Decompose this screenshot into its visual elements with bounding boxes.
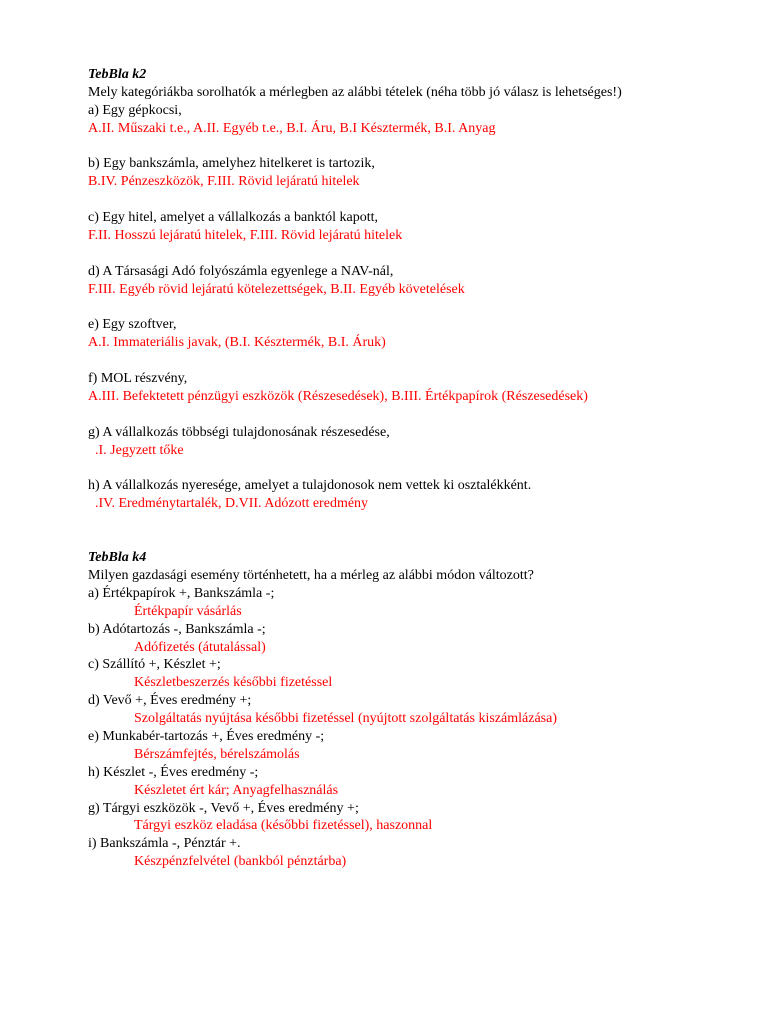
answer-k4-a: Értékpapír vásárlás: [134, 603, 242, 619]
answer-k4-g: Tárgyi eszköz eladása (későbbi fizetéssel), haszonnal: [134, 818, 433, 834]
section-intro-k2: Mely kategóriákba sorolhatók a mérlegben az alábbi tételek (néha több jó válasz is lehetséges!): [88, 84, 622, 100]
answer-k4-d: Szolgáltatás nyújtása későbbi fizetéssel (nyújtott szolgáltatás kiszámlázása): [134, 711, 557, 727]
answer-k4-b: Adófizetés (átutalással): [134, 639, 266, 655]
question-k2-c: c) Egy hitel, amelyet a vállalkozás a banktól kapott,: [88, 210, 379, 226]
question-k4-i: i) Bankszámla -, Pénztár +.: [88, 836, 241, 852]
section-title-k4: TebBla k4: [88, 550, 147, 566]
answer-k2-a: A.II. Műszaki t.e., A.II. Egyéb t.e., B.I. Áru, B.I Késztermék, B.I. Anyag: [88, 120, 496, 136]
question-k4-g: g) Tárgyi eszközök -, Vevő +, Éves eredmény +;: [88, 800, 359, 816]
answer-k2-g: .I. Jegyzett tőke: [88, 442, 184, 458]
question-k2-g: g) A vállalkozás többségi tulajdonosának részesedése,: [88, 424, 390, 440]
section-intro-k4: Milyen gazdasági esemény történhetett, ha a mérleg az alábbi módon változott?: [88, 567, 534, 583]
question-k4-h: h) Készlet -, Éves eredmény -;: [88, 764, 259, 780]
answer-k2-e: A.I. Immateriális javak, (B.I. Késztermék, B.I. Áruk): [88, 335, 386, 351]
question-k2-f: f) MOL részvény,: [88, 371, 188, 387]
answer-k4-i: Készpénzfelvétel (bankból pénztárba): [134, 854, 347, 870]
question-k4-c: c) Szállító +, Készlet +;: [88, 657, 221, 673]
question-k4-e: e) Munkabér-tartozás +, Éves eredmény -;: [88, 728, 325, 744]
question-k2-h: h) A vállalkozás nyeresége, amelyet a tulajdonosok nem vettek ki osztalékként.: [88, 478, 532, 494]
answer-k2-c: F.II. Hosszú lejáratú hitelek, F.III. Rövid lejáratú hitelek: [88, 228, 403, 244]
question-k2-d: d) A Társasági Adó folyószámla egyenlege a NAV-nál,: [88, 263, 394, 279]
answer-k2-d: F.III. Egyéb rövid lejáratú kötelezettségek, B.II. Egyéb követelések: [88, 281, 465, 297]
answer-k2-h: .IV. Eredménytartalék, D.VII. Adózott eredmény: [88, 496, 369, 512]
answer-k4-e: Bérszámfejtés, bérelszámolás: [134, 746, 300, 762]
question-k4-a: a) Értékpapírok +, Bankszámla -;: [88, 585, 275, 601]
answer-k4-c: Készletbeszerzés későbbi fizetéssel: [134, 675, 333, 691]
answer-k4-h: Készletet ért kár; Anyagfelhasználás: [134, 782, 339, 798]
question-k2-e: e) Egy szoftver,: [88, 317, 177, 333]
document-page: [88, 66, 748, 871]
question-k2-a: a) Egy gépkocsi,: [88, 102, 182, 118]
section-title-k2: TebBla k2: [88, 67, 147, 82]
question-k4-b: b) Adótartozás -, Bankszámla -;: [88, 621, 266, 637]
question-k4-d: d) Vevő +, Éves eredmény +;: [88, 693, 252, 709]
answer-k2-f: A.III. Befektetett pénzügyi eszközök (Részesedések), B.III. Értékpapírok (Részesedések): [88, 389, 588, 405]
question-k2-b: b) Egy bankszámla, amelyhez hitelkeret is tartozik,: [88, 156, 375, 172]
answer-k2-b: B.IV. Pénzeszközök, F.III. Rövid lejáratú hitelek: [88, 174, 360, 190]
